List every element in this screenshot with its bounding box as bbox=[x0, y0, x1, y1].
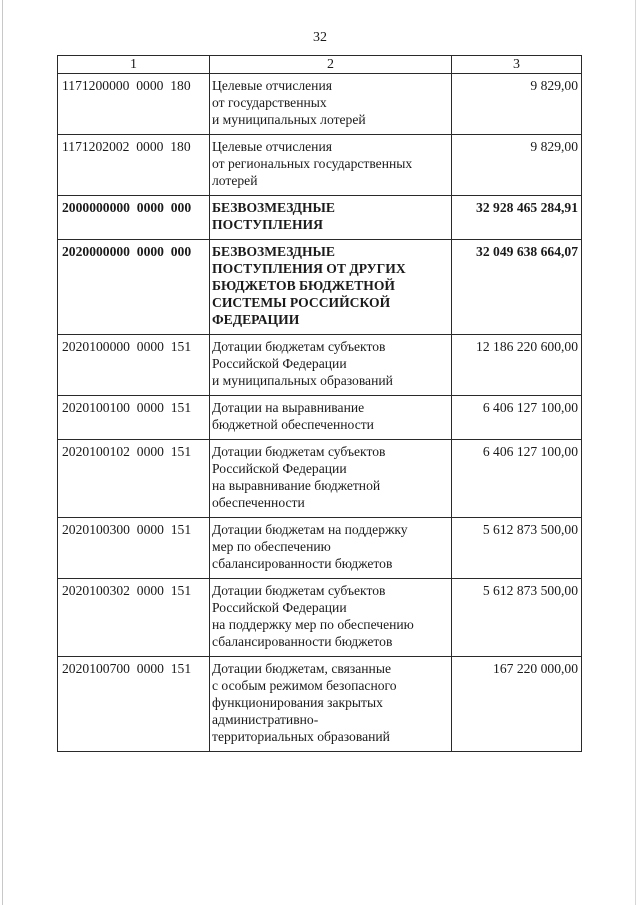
column-header-code: 1 bbox=[58, 56, 210, 74]
row-name-cell: Дотации бюджетам субъектов Российской Федерации и муниципальных образований bbox=[210, 335, 452, 396]
table-row bbox=[58, 657, 582, 752]
row-name-cell: Дотации бюджетам субъектов Российской Федерации на выравнивание бюджетной обеспеченности bbox=[210, 440, 452, 518]
row-code-cell: 1171200000 0000 180 bbox=[58, 74, 210, 135]
page-edge bbox=[2, 0, 3, 905]
row-amount-cell: 32 928 465 284,91 bbox=[452, 196, 582, 240]
row-amount-cell: 5 612 873 500,00 bbox=[452, 518, 582, 579]
table-row bbox=[58, 440, 582, 518]
budget-revenue-table bbox=[57, 55, 582, 752]
column-header-name: 2 bbox=[210, 56, 452, 74]
row-amount-cell: 6 406 127 100,00 bbox=[452, 396, 582, 440]
row-name-cell: Дотации бюджетам субъектов Российской Федерации на поддержку мер по обеспечению сбалансированности бюджетов bbox=[210, 579, 452, 657]
row-amount-cell: 32 049 638 664,07 bbox=[452, 240, 582, 335]
page-number: 32 bbox=[313, 30, 327, 45]
row-code-cell: 2020100300 0000 151 bbox=[58, 518, 210, 579]
row-name-cell: Целевые отчисления от региональных государственных лотерей bbox=[210, 135, 452, 196]
row-name-cell: БЕЗВОЗМЕЗДНЫЕ ПОСТУПЛЕНИЯ ОТ ДРУГИХ БЮДЖЕТОВ БЮДЖЕТНОЙ СИСТЕМЫ РОССИЙСКОЙ ФЕДЕРАЦИИ bbox=[210, 240, 452, 335]
table-row bbox=[58, 135, 582, 196]
row-amount-cell: 167 220 000,00 bbox=[452, 657, 582, 752]
row-code-cell: 2020100102 0000 151 bbox=[58, 440, 210, 518]
table-row bbox=[58, 396, 582, 440]
row-name-cell: Дотации бюджетам, связанные с особым режимом безопасного функционирования закрытых административно- территориальных образований bbox=[210, 657, 452, 752]
row-code-cell: 2000000000 0000 000 bbox=[58, 196, 210, 240]
table-row bbox=[58, 74, 582, 135]
row-name-cell: Целевые отчисления от государственных и муниципальных лотерей bbox=[210, 74, 452, 135]
row-code-cell: 2020100000 0000 151 bbox=[58, 335, 210, 396]
table-row bbox=[58, 518, 582, 579]
row-code-cell: 2020100302 0000 151 bbox=[58, 579, 210, 657]
row-amount-cell: 9 829,00 bbox=[452, 135, 582, 196]
row-code-cell: 1171202002 0000 180 bbox=[58, 135, 210, 196]
table-row bbox=[58, 579, 582, 657]
row-amount-cell: 6 406 127 100,00 bbox=[452, 440, 582, 518]
row-name-cell: БЕЗВОЗМЕЗДНЫЕ ПОСТУПЛЕНИЯ bbox=[210, 196, 452, 240]
table-row bbox=[58, 335, 582, 396]
row-amount-cell: 9 829,00 bbox=[452, 74, 582, 135]
row-name-cell: Дотации бюджетам на поддержку мер по обеспечению сбалансированности бюджетов bbox=[210, 518, 452, 579]
row-code-cell: 2020000000 0000 000 bbox=[58, 240, 210, 335]
row-code-cell: 2020100100 0000 151 bbox=[58, 396, 210, 440]
row-code-cell: 2020100700 0000 151 bbox=[58, 657, 210, 752]
page-edge bbox=[635, 0, 636, 905]
table-row bbox=[58, 196, 582, 240]
table-row bbox=[58, 240, 582, 335]
row-amount-cell: 12 186 220 600,00 bbox=[452, 335, 582, 396]
row-name-cell: Дотации на выравнивание бюджетной обеспеченности bbox=[210, 396, 452, 440]
row-amount-cell: 5 612 873 500,00 bbox=[452, 579, 582, 657]
table-header-row bbox=[58, 56, 582, 74]
column-header-amount: 3 bbox=[452, 56, 582, 74]
